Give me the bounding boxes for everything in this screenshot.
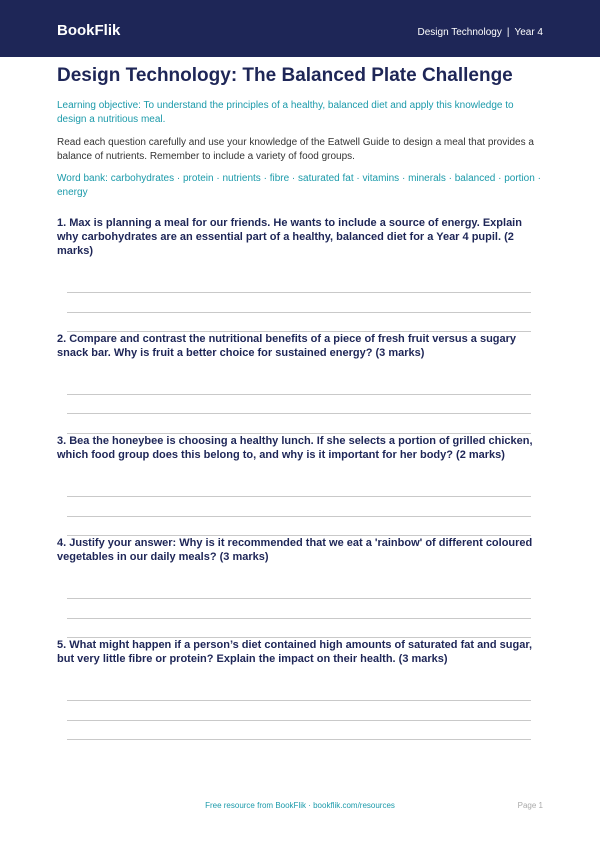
question-text: 2. Compare and contrast the nutritional benefits of a piece of fresh fruit versus a sugary snack bar. Why is fruit a better choice for sustained energy? (3 marks): [57, 333, 517, 359]
footer-resource-link[interactable]: Free resource from BookFlik · bookflik.com/resources: [205, 801, 395, 810]
question-1: [57, 216, 543, 258]
page-title: Design Technology: The Balanced Plate Challenge: [57, 65, 513, 86]
answer-line[interactable]: [67, 720, 531, 721]
question-3: [57, 434, 543, 462]
subject-label: Design Technology: [417, 27, 502, 38]
brand-logo-text[interactable]: BookFlik: [57, 22, 121, 39]
answer-line[interactable]: [67, 700, 531, 701]
page-number: Page 1: [517, 801, 543, 810]
answer-line[interactable]: [67, 312, 531, 313]
page-header: [0, 0, 600, 57]
answer-line[interactable]: [67, 618, 531, 619]
answer-line[interactable]: [67, 496, 531, 497]
question-text: 1. Max is planning a meal for our friends. He wants to include a source of energy. Explain why carbohydrates are an essential part of a healthy, balanced diet for a Year 4 pupil. (2 marks): [57, 217, 522, 257]
answer-line[interactable]: [67, 413, 531, 414]
answer-line[interactable]: [67, 292, 531, 293]
year-label: Year 4: [514, 27, 543, 38]
header-separator: |: [506, 27, 510, 38]
answer-line[interactable]: [67, 394, 531, 395]
question-text: 4. Justify your answer: Why is it recommended that we eat a 'rainbow' of different coloured vegetables in our daily meals? (3 marks): [57, 537, 533, 563]
answer-line[interactable]: [67, 598, 531, 599]
intro-section: [57, 64, 543, 199]
question-5: [57, 638, 543, 666]
question-text: 3. Bea the honeybee is choosing a healthy lunch. If she selects a portion of grilled chicken, which food group does this belong to, and why is it important for her body? (2 marks): [57, 435, 533, 461]
answer-line[interactable]: [67, 516, 531, 517]
header-meta: [418, 27, 543, 39]
instructions: Read each question carefully and use your knowledge of the Eatwell Guide to design a meal that provides a balance of nutrients. Remember to include a variety of food groups.: [57, 137, 534, 162]
question-text: 5. What might happen if a person’s diet contained high amounts of saturated fat and sugar, but very little fibre or protein? Explain the impact on their health. (3 marks): [57, 639, 533, 665]
answer-line[interactable]: [67, 739, 531, 740]
question-4: [57, 536, 543, 564]
question-2: [57, 332, 543, 360]
word-bank: Word bank: carbohydrates · protein · nutrients · fibre · saturated fat · vitamins · minerals · balanced · portion · energy: [57, 173, 541, 198]
learning-objective: Learning objective: To understand the principles of a healthy, balanced diet and apply this knowledge to design a nutritious meal.: [57, 100, 514, 125]
